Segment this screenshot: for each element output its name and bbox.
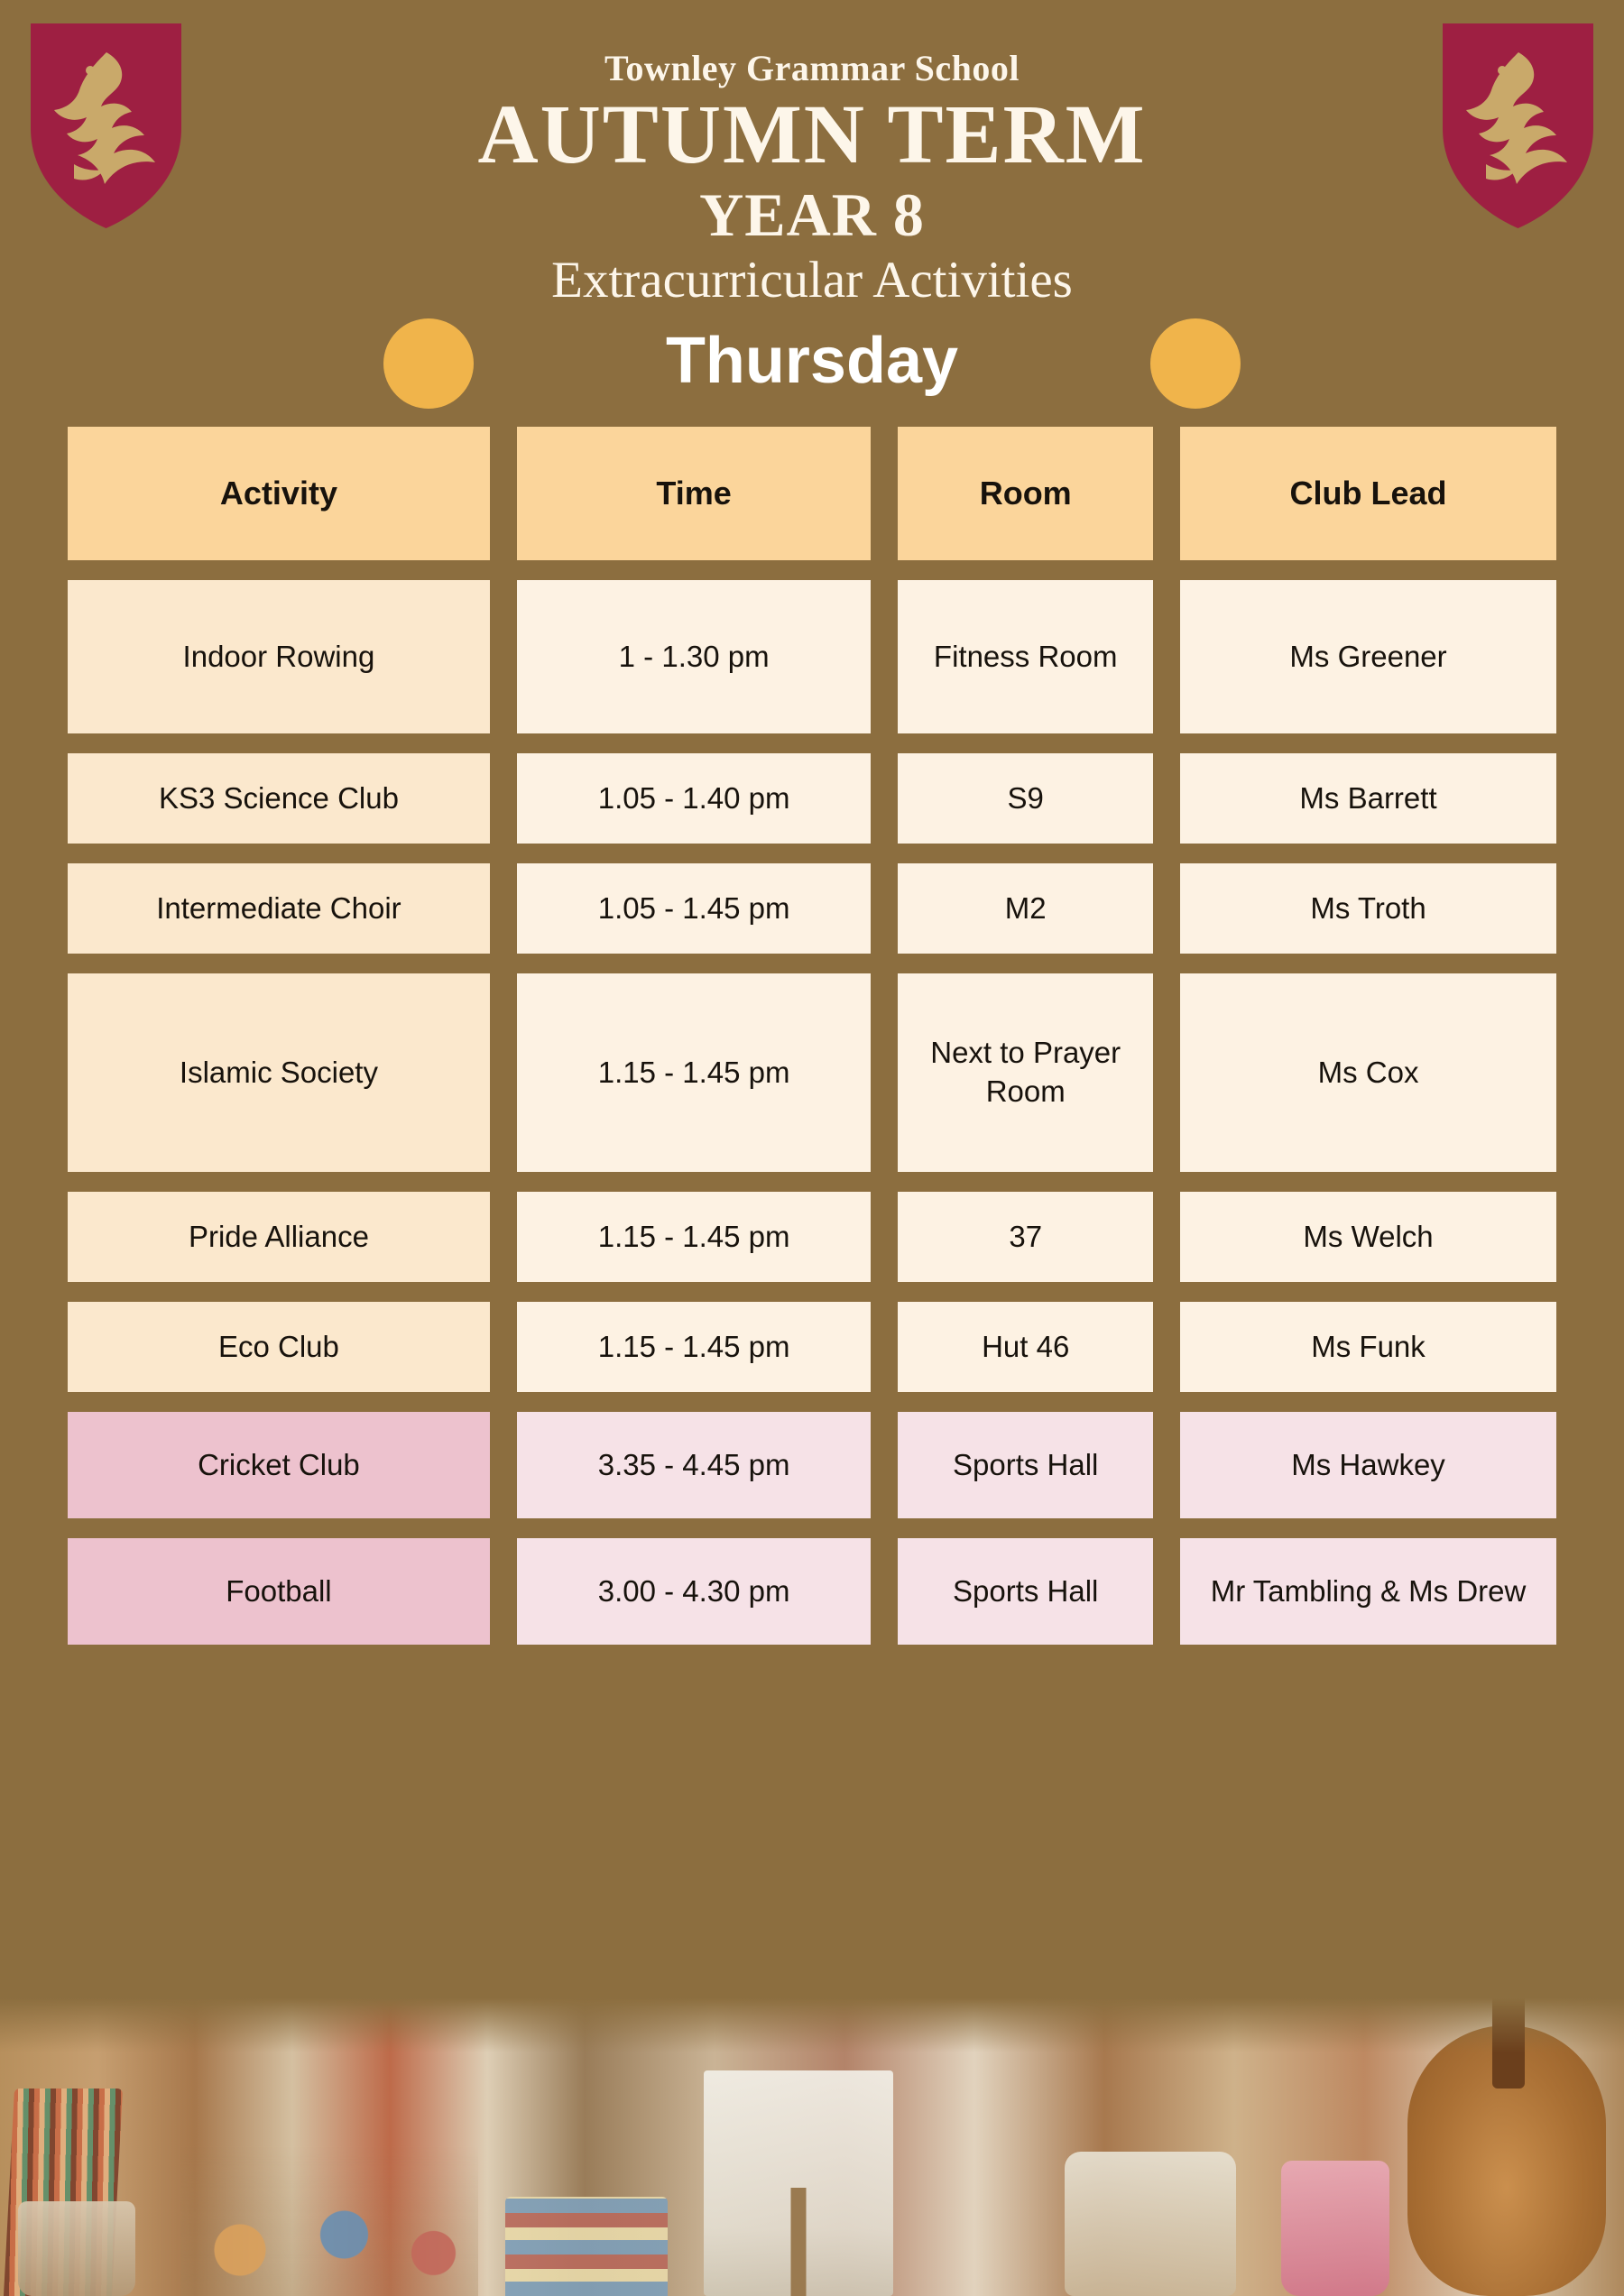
table-row [68, 863, 1556, 954]
cell-room: Sports Hall [898, 1412, 1153, 1518]
school-name: Townley Grammar School [604, 48, 1020, 88]
cell-time: 1.15 - 1.45 pm [517, 1302, 871, 1392]
cell-time: 1.05 - 1.45 pm [517, 863, 871, 954]
cell-activity: Eco Club [68, 1302, 490, 1392]
table-row [68, 753, 1556, 844]
cell-activity: Cricket Club [68, 1412, 490, 1518]
term-title: AUTUMN TERM [477, 88, 1147, 181]
school-crest-right [1439, 20, 1597, 232]
cell-club-lead: Ms Greener [1180, 580, 1556, 733]
cell-time: 1.05 - 1.40 pm [517, 753, 871, 844]
cell-room: Sports Hall [898, 1538, 1153, 1645]
cell-room: Fitness Room [898, 580, 1153, 733]
activities-table [68, 427, 1556, 1645]
table-row [68, 1412, 1556, 1518]
decorative-dot-right [1150, 318, 1241, 409]
cell-room: Next to Prayer Room [898, 973, 1153, 1172]
table-header-row [68, 427, 1556, 560]
cell-club-lead: Ms Funk [1180, 1302, 1556, 1392]
cell-club-lead: Ms Cox [1180, 973, 1556, 1172]
poster-header [0, 0, 1624, 410]
decorative-collage-strip [0, 1998, 1624, 2296]
table-row [68, 1538, 1556, 1645]
cell-activity: Pride Alliance [68, 1192, 490, 1282]
day-title: Thursday [665, 324, 959, 397]
cell-activity: Football [68, 1538, 490, 1645]
cell-room: S9 [898, 753, 1153, 844]
cell-club-lead: Ms Welch [1180, 1192, 1556, 1282]
table-row [68, 580, 1556, 733]
collage-books [505, 2197, 668, 2296]
cell-time: 1 - 1.30 pm [517, 580, 871, 733]
collage-figures [180, 2143, 478, 2296]
collage-top-fade [0, 1998, 1624, 2052]
cell-club-lead: Ms Troth [1180, 863, 1556, 954]
cell-room: Hut 46 [898, 1302, 1153, 1392]
collage-easel-legs [722, 2188, 875, 2296]
cell-activity: KS3 Science Club [68, 753, 490, 844]
column-header-time: Time [517, 427, 871, 560]
school-crest-left [27, 20, 185, 232]
table-row [68, 1192, 1556, 1282]
column-header-activity: Activity [68, 427, 490, 560]
cell-time: 1.15 - 1.45 pm [517, 1192, 871, 1282]
cell-room: 37 [898, 1192, 1153, 1282]
cell-time: 3.00 - 4.30 pm [517, 1538, 871, 1645]
cell-activity: Islamic Society [68, 973, 490, 1172]
poster-subtitle: Extracurricular Activities [551, 252, 1073, 309]
decorative-dot-left [383, 318, 474, 409]
year-title: YEAR 8 [699, 180, 925, 249]
cell-club-lead: Ms Hawkey [1180, 1412, 1556, 1518]
table-row [68, 973, 1556, 1172]
collage-cup [18, 2201, 135, 2296]
cell-time: 3.35 - 4.45 pm [517, 1412, 871, 1518]
table-row [68, 1302, 1556, 1392]
cell-time: 1.15 - 1.45 pm [517, 973, 871, 1172]
collage-pot [1281, 2161, 1389, 2296]
cell-activity: Indoor Rowing [68, 580, 490, 733]
collage-bag [1065, 2152, 1236, 2296]
cell-club-lead: Mr Tambling & Ms Drew [1180, 1538, 1556, 1645]
column-header-club-lead: Club Lead [1180, 427, 1556, 560]
cell-activity: Intermediate Choir [68, 863, 490, 954]
day-row [0, 311, 1624, 410]
column-header-room: Room [898, 427, 1153, 560]
cell-room: M2 [898, 863, 1153, 954]
cell-club-lead: Ms Barrett [1180, 753, 1556, 844]
